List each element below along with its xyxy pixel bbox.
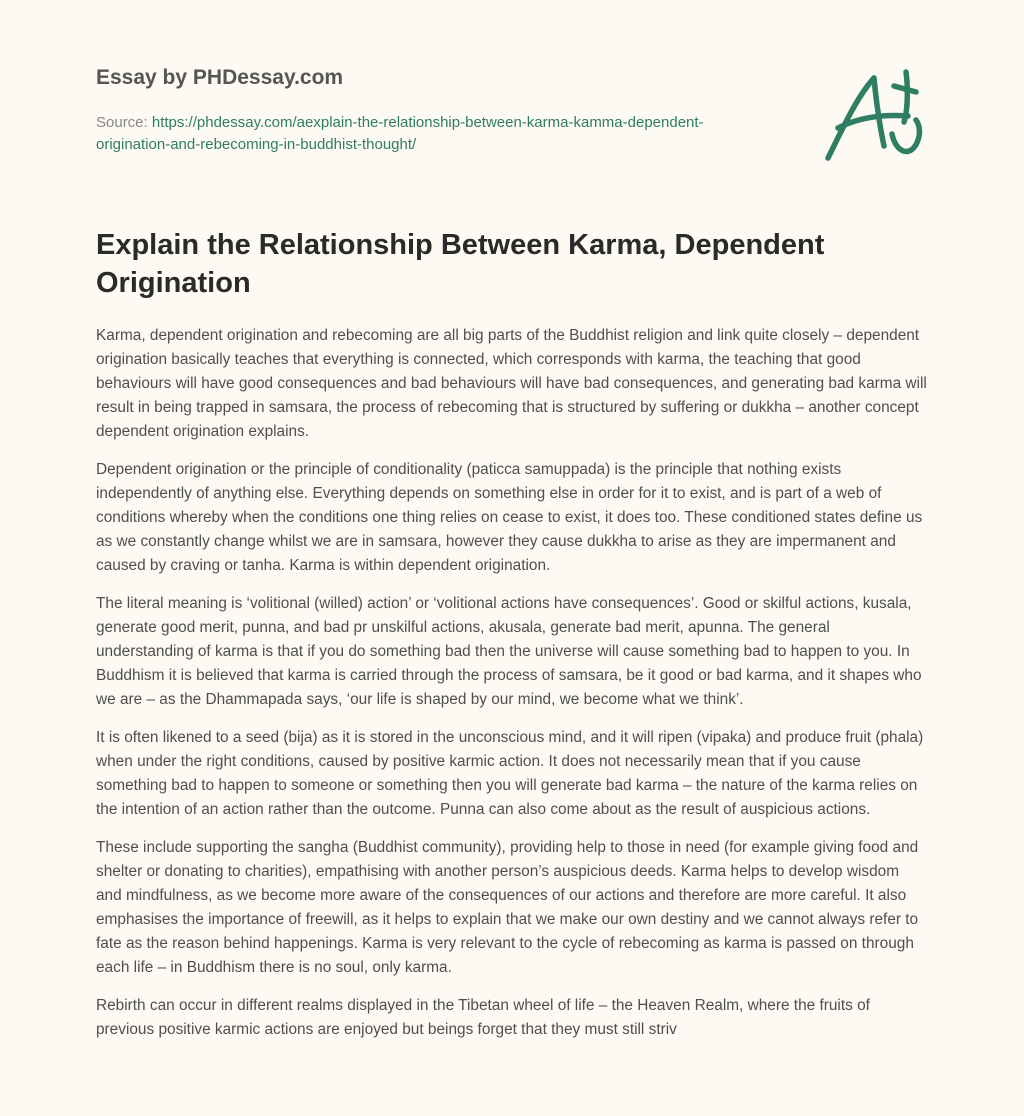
essay-paragraph: Dependent origination or the principle of conditionality (paticca samuppada) is the principle that nothing exists independently of anything else. Everything depends on something else in order for it to exist, and is part of a web of conditions whereby when the conditions one thing relies on cease to exist, it does too. These conditioned states define us as we constantly change whilst we are in samsara, however they cause dukkha to arise as they are impermanent and caused by craving or tanha. Karma is within dependent origination. xyxy=(96,461,923,574)
source-link[interactable]: https://phdessay.com/aexplain-the-relationship-between-karma-kamma-dependent-origination-and-rebecoming-in-buddhist-thought/ xyxy=(96,114,704,153)
essay-paragraph: Karma, dependent origination and rebecoming are all big parts of the Buddhist religion and link quite closely – dependent origination basically teaches that everything is connected, which corresponds with karma, the teaching that good behaviours will have good consequences and bad behaviours will have bad consequences, and generating bad karma will result in being trapped in samsara, the process of rebecoming that is structured by suffering or dukkha – another concept dependent origination explains. xyxy=(96,327,927,440)
essay-body xyxy=(96,324,928,1056)
source-label: Source: xyxy=(96,114,148,131)
a-plus-logo-icon xyxy=(820,64,930,168)
essay-paragraph: The literal meaning is ‘volitional (willed) action’ or ‘volitional actions have consequences’. Good or skilful actions, kusala, generate good merit, punna, and bad pr unskilful actions, akusala, generate bad merit, apunna. The general understanding of karma is that if you do something bad then the universe will cause something bad to happen to you. In Buddhism it is believed that karma is carried through the process of samsara, be it good or bad karma, and it shapes who we are – as the Dhammapada says, ‘our life is shaped by our mind, we become what we think’. xyxy=(96,595,922,708)
source-line xyxy=(96,112,736,156)
site-title: Essay by PHDessay.com xyxy=(96,66,344,89)
essay-paragraph: It is often likened to a seed (bija) as it is stored in the unconscious mind, and it will ripen (vipaka) and produce fruit (phala) when under the right conditions, caused by positive karmic action. It does not necessarily mean that if you cause something bad to happen to someone or something then you will generate bad karma – the nature of the karma relies on the intention of an action rather than the outcome. Punna can also come about as the result of auspicious actions. xyxy=(96,729,924,818)
essay-paragraph: These include supporting the sangha (Buddhist community), providing help to those in need (for example giving food and shelter or donating to charities), empathising with another person’s auspicious deeds. Karma helps to develop wisdom and mindfulness, as we become more aware of the consequences of our actions and therefore are more careful. It also emphasises the importance of freewill, as it helps to explain that we make our own destiny and we cannot always refer to fate as the reason behind happenings. Karma is very relevant to the cycle of rebecoming as karma is passed on through each life – in Buddhism there is no soul, only karma. xyxy=(96,839,919,976)
essay-title: Explain the Relationship Between Karma, Dependent Origination xyxy=(96,229,825,299)
bottom-fade xyxy=(0,1056,1024,1116)
essay-paragraph: Rebirth can occur in different realms displayed in the Tibetan wheel of life – the Heaven Realm, where the fruits of previous positive karmic actions are enjoyed but beings forget that they must still striv xyxy=(96,997,870,1038)
